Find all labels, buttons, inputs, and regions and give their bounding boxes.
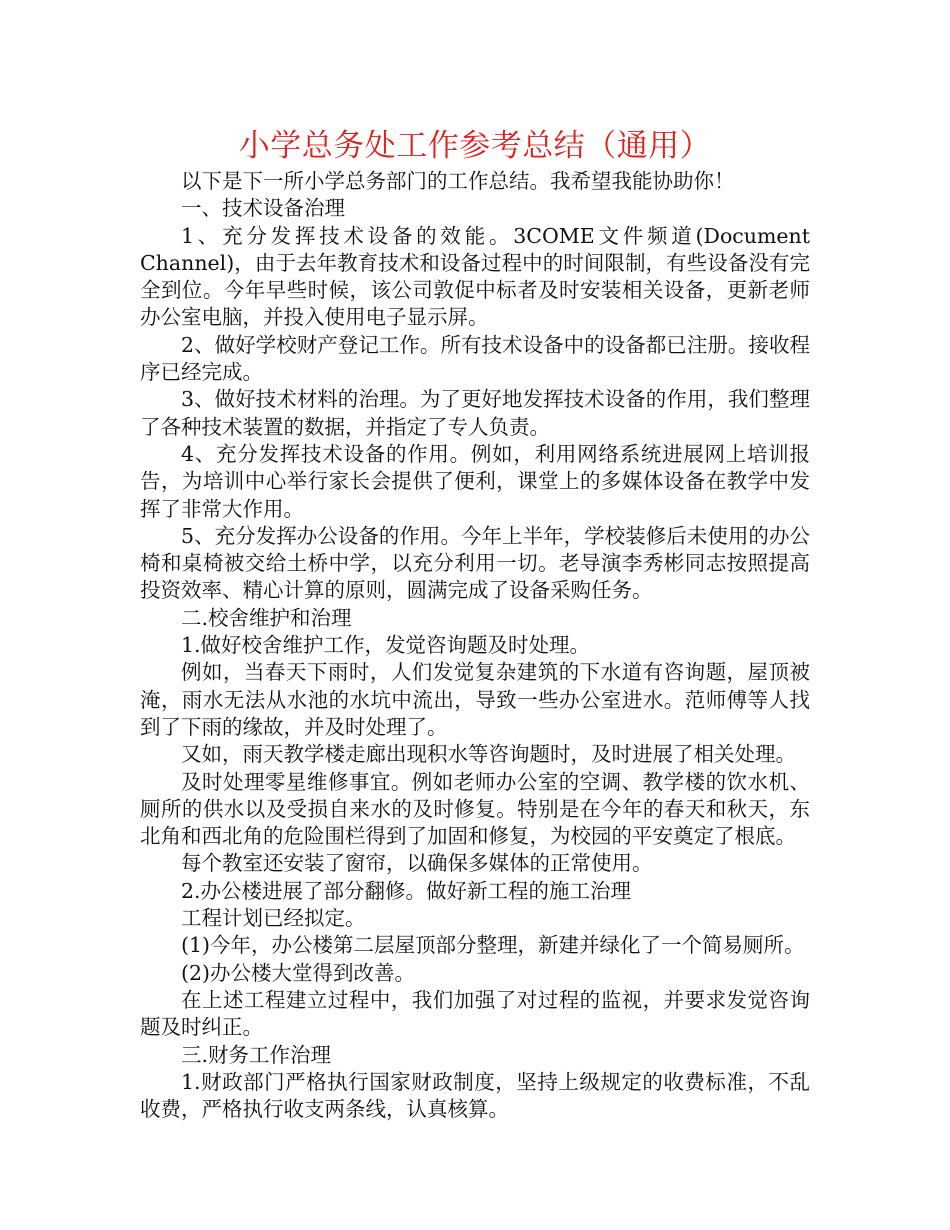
paragraph: 每个教室还安装了窗帘，以确保多媒体的正常使用。 bbox=[181, 851, 653, 876]
paragraph: 1.做好校舍维护工作，发觉咨询题及时处理。 bbox=[181, 633, 591, 658]
paragraph: (2)办公楼大堂得到改善。 bbox=[181, 960, 416, 985]
document-body bbox=[140, 168, 810, 1123]
paragraph: 5、充分发挥办公设备的作用。今年上半年，学校装修后未使用的办公椅和桌椅被交给土桥中学，以充分利用一切。老导演李秀彬同志按照提高投资效率、精心计算的原则，圆满完成了设备采购任务。 bbox=[140, 523, 810, 603]
section-heading: 三.财务工作治理 bbox=[181, 1042, 332, 1067]
paragraph: 在上述工程建立过程中，我们加强了对过程的监视，并要求发觉咨询题及时纠正。 bbox=[140, 987, 810, 1040]
paragraph: 3、做好技术材料的治理。为了更好地发挥技术设备的作用，我们整理了各种技术装置的数据，并指定了专人负责。 bbox=[140, 387, 810, 439]
document-title: 小学总务处工作参考总结（通用） bbox=[238, 128, 712, 164]
paragraph: 1、充分发挥技术设备的效能。3COME文件频道(Document Channel)，由于去年教育技术和设备过程中的时间限制，有些设备没有完全到位。今年早些时候，该公司敦促中标者及时安装相关设备，更新老师办公室电脑，并投入使用电子显示屏。 bbox=[140, 223, 810, 330]
paragraph: 4、充分发挥技术设备的作用。例如，利用网络系统进展网上培训报告，为培训中心举行家长会提供了便利，课堂上的多媒体设备在教学中发挥了非常大作用。 bbox=[140, 441, 810, 521]
paragraph: 及时处理零星维修事宜。例如老师办公室的空调、教学楼的饮水机、厕所的供水以及受损自来水的及时修复。特别是在今年的春天和秋天，东北角和西北角的危险围栏得到了加固和修复，为校园的平安奠定了根底。 bbox=[140, 769, 810, 849]
paragraph: 又如，雨天教学楼走廊出现积水等咨询题时，及时进展了相关处理。 bbox=[181, 742, 796, 767]
paragraph: 以下是下一所小学总务部门的工作总结。我希望我能协助你！ bbox=[181, 169, 735, 193]
section-heading: 一、技术设备治理 bbox=[181, 196, 345, 221]
paragraph: 2、做好学校财产登记工作。所有技术设备中的设备都已注册。接收程序已经完成。 bbox=[140, 332, 810, 385]
section-heading: 二.校舍维护和治理 bbox=[181, 605, 352, 630]
paragraph: 2.办公楼进展了部分翻修。做好新工程的施工治理 bbox=[181, 878, 632, 903]
paragraph: 1.财政部门严格执行国家财政制度，坚持上级规定的收费标准，不乱收费，严格执行收支两条线，认真核算。 bbox=[140, 1069, 810, 1122]
paragraph: (1)今年，办公楼第二层屋顶部分整理，新建并绿化了一个简易厕所。 bbox=[181, 933, 805, 958]
paragraph: 工程计划已经拟定。 bbox=[181, 906, 366, 931]
paragraph: 例如，当春天下雨时，人们发觉复杂建筑的下水道有咨询题，屋顶被淹，雨水无法从水池的水坑中流出，导致一些办公室进水。范师傅等人找到了下雨的缘故，并及时处理了。 bbox=[140, 660, 810, 739]
